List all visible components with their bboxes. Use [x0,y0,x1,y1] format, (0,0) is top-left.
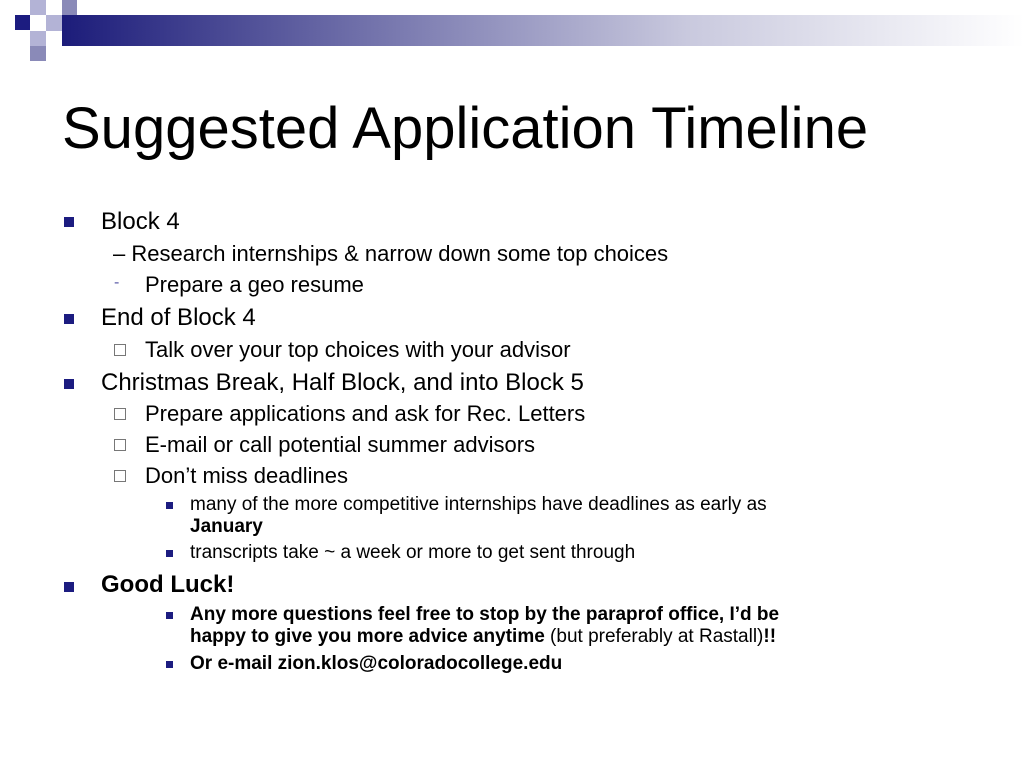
small-bullet-icon [166,661,173,668]
small-bullet-icon [166,612,173,619]
bullet-square-icon [64,217,74,227]
bullet-block4: Block 4 [101,208,180,235]
note-email [190,653,562,675]
note-deadlines-line1: many of the more competitive internships have deadlines as early as [190,494,767,515]
note-deadlines-line2 [190,516,263,538]
dash-bullet-icon: - [114,274,120,291]
checkbox-bullet-icon [114,470,126,482]
bullet-christmas: Christmas Break, Half Block, and into Block 5 [101,369,584,396]
questions-line1-text: Any more questions feel free to stop by the paraprof office, I’d be [190,604,780,625]
sub-bullet-prepare: Prepare applications and ask for Rec. Letters [145,401,586,426]
sub-bullet-email-advisors: E-mail or call potential summer advisors [145,432,536,457]
bullet-square-icon [64,379,74,389]
sub-bullet-deadlines: Don’t miss deadlines [145,463,348,488]
bullet-end-block4: End of Block 4 [101,304,256,331]
january-bold: January [190,516,263,537]
note-questions-line1 [190,604,779,626]
sub-bullet-resume: Prepare a geo resume [145,272,364,297]
bullet-square-icon [64,582,74,592]
small-bullet-icon [166,550,173,557]
note-questions-line2 [190,626,776,648]
bullet-good-luck [101,571,234,599]
note-transcripts: transcripts take ~ a week or more to get sent through [190,542,636,563]
checkbox-bullet-icon [114,439,126,451]
slide-title: Suggested Application Timeline [62,96,869,161]
questions-line2-normal: (but preferably at Rastall) [544,626,764,647]
checkbox-bullet-icon [114,344,126,356]
small-bullet-icon [166,502,173,509]
checkbox-bullet-icon [114,408,126,420]
questions-line2-end: !! [763,626,777,647]
sub-bullet-research: – Research internships & narrow down some top choices [113,241,669,266]
bullet-square-icon [64,314,74,324]
questions-line2-bold: happy to give you more advice anytime [190,626,545,647]
email-line-text: Or e-mail zion.klos@coloradocollege.edu [190,653,563,674]
good-luck-text: Good Luck! [101,571,235,598]
sub-bullet-talk: Talk over your top choices with your advisor [145,337,571,362]
